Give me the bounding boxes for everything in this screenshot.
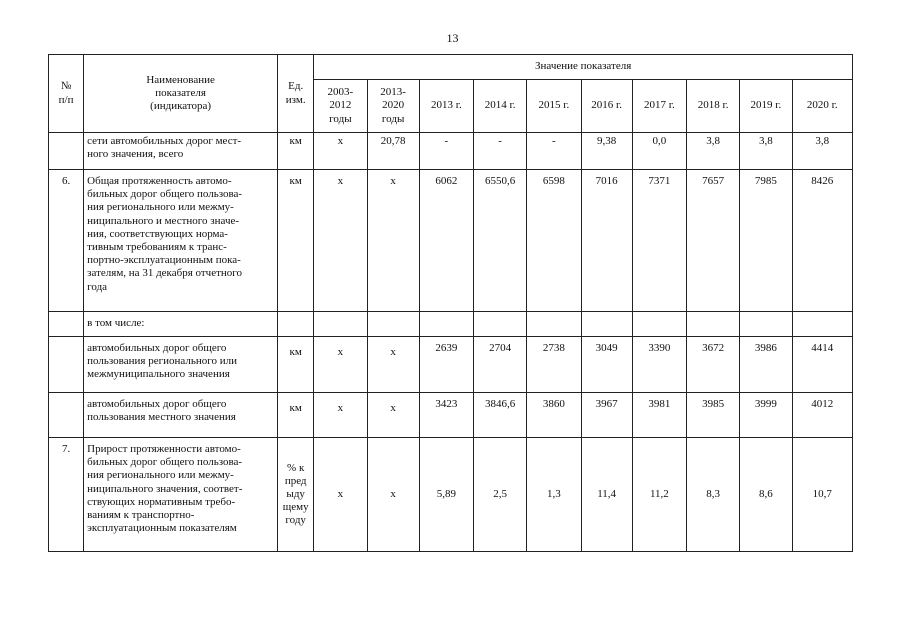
value-cell [527,312,581,337]
row-name: в том числе: [84,312,278,337]
row-number: 7. [49,438,84,552]
value-cell: 4012 [792,393,853,438]
value-cell: 3860 [527,393,581,438]
header-period-2013-2020: 2013- 2020 годы [367,80,419,133]
value-cell: 7985 [740,170,792,312]
value-cell: х [314,133,367,170]
header-year-2020: 2020 г. [792,80,853,133]
value-cell: 11,4 [581,438,632,552]
value-cell: 7657 [687,170,740,312]
row-name: автомобильных дорог общего пользования регионального или межмуниципального значения [84,337,278,393]
value-cell: х [367,170,419,312]
value-cell: х [314,393,367,438]
value-cell: 10,7 [792,438,853,552]
value-cell: 6598 [527,170,581,312]
row-unit: км [278,393,314,438]
row-name: Прирост протяженности автомо- бильных дорог общего пользова- ния регионального или межму- ниципального значения, соответ- ствующих нормативным требо- ваниям к транспортно- эксплуатационным показателям [84,438,278,552]
value-cell: 3981 [632,393,686,438]
table-row [49,337,853,393]
value-cell: 8426 [792,170,853,312]
value-cell: 3846,6 [474,393,527,438]
value-cell: 8,3 [687,438,740,552]
value-cell [740,312,792,337]
value-cell: 5,89 [419,438,473,552]
header-year-2013: 2013 г. [419,80,473,133]
value-cell: 11,2 [632,438,686,552]
value-cell: х [367,393,419,438]
indicator-table-wrapper [48,54,853,552]
value-cell: - [527,133,581,170]
value-cell: 0,0 [632,133,686,170]
value-cell: 3,8 [740,133,792,170]
header-year-2017: 2017 г. [632,80,686,133]
header-year-2018: 2018 г. [687,80,740,133]
header-name: Наименование показателя (индикатора) [84,55,278,133]
value-cell [367,312,419,337]
value-cell: 4414 [792,337,853,393]
header-num: № п/п [49,55,84,133]
row-unit [278,312,314,337]
value-cell: - [474,133,527,170]
value-cell: 7371 [632,170,686,312]
row-number [49,133,84,170]
value-cell: 6062 [419,170,473,312]
row-name: сети автомобильных дорог мест- ного значения, всего [84,133,278,170]
header-value-group: Значение показателя [314,55,853,80]
header-year-2016: 2016 г. [581,80,632,133]
value-cell [314,312,367,337]
value-cell: 20,78 [367,133,419,170]
value-cell: 3672 [687,337,740,393]
value-cell: х [314,170,367,312]
row-unit: км [278,337,314,393]
value-cell: 2704 [474,337,527,393]
value-cell: 3,8 [792,133,853,170]
table-row [49,133,853,170]
value-cell: х [314,438,367,552]
value-cell: 3049 [581,337,632,393]
row-number [49,393,84,438]
value-cell: 3986 [740,337,792,393]
row-unit: % к пред ыду щему году [278,438,314,552]
indicator-table [48,54,853,552]
header-period-2003-2012: 2003- 2012 годы [314,80,367,133]
value-cell [581,312,632,337]
header-year-2019: 2019 г. [740,80,792,133]
row-number [49,337,84,393]
value-cell [687,312,740,337]
value-cell: 9,38 [581,133,632,170]
header-unit: Ед. изм. [278,55,314,133]
row-name: автомобильных дорог общего пользования местного значения [84,393,278,438]
row-unit: км [278,133,314,170]
value-cell: 3999 [740,393,792,438]
value-cell: х [367,337,419,393]
page-number: 13 [446,31,459,45]
value-cell: - [419,133,473,170]
header-year-2014: 2014 г. [474,80,527,133]
table-row [49,170,853,312]
value-cell [632,312,686,337]
value-cell: 3985 [687,393,740,438]
value-cell: 2738 [527,337,581,393]
row-number: 6. [49,170,84,312]
value-cell [474,312,527,337]
table-row [49,312,853,337]
table-row [49,393,853,438]
value-cell [792,312,853,337]
value-cell: 2,5 [474,438,527,552]
table-row [49,438,853,552]
value-cell: х [367,438,419,552]
value-cell: 3390 [632,337,686,393]
value-cell: 2639 [419,337,473,393]
row-number [49,312,84,337]
value-cell: х [314,337,367,393]
header-row-1 [49,55,853,80]
value-cell: 1,3 [527,438,581,552]
header-year-2015: 2015 г. [527,80,581,133]
value-cell [419,312,473,337]
value-cell: 3,8 [687,133,740,170]
row-name: Общая протяженность автомо- бильных дорог общего пользова- ния регионального или межму- ниципального и местного значе- ния, соответствующих норма- тивным требованиям к транс- портно-эксплуатационным пока- зателям, на 31 декабря отчетного года [84,170,278,312]
value-cell: 8,6 [740,438,792,552]
row-unit: км [278,170,314,312]
value-cell: 3423 [419,393,473,438]
value-cell: 3967 [581,393,632,438]
value-cell: 7016 [581,170,632,312]
value-cell: 6550,6 [474,170,527,312]
